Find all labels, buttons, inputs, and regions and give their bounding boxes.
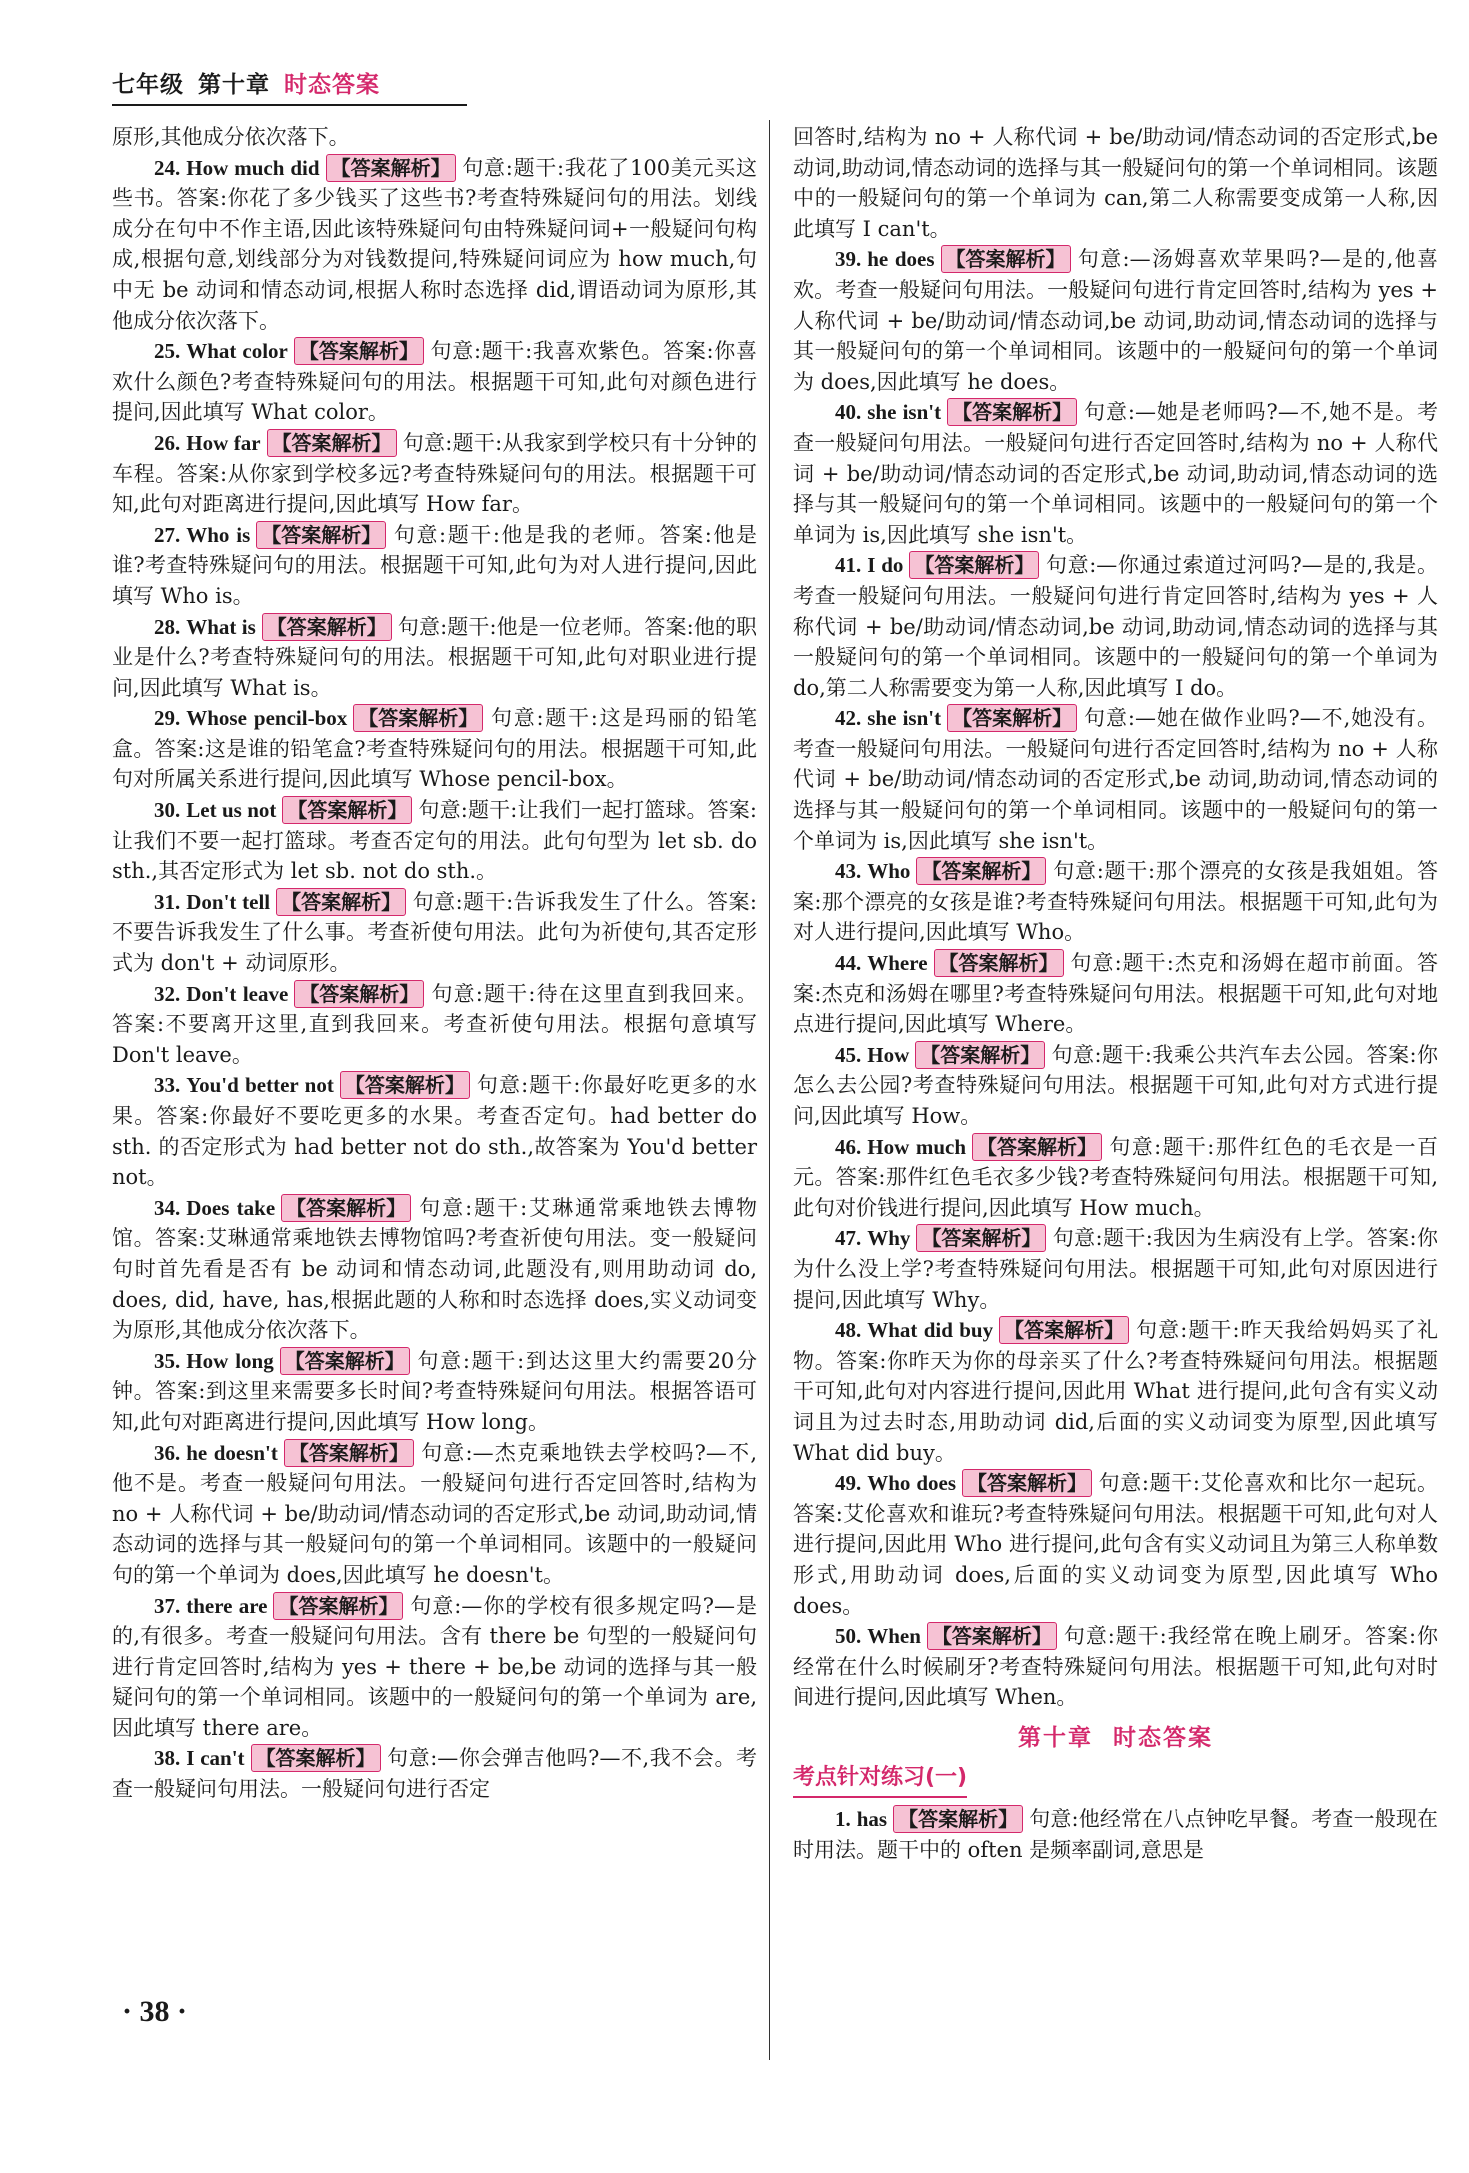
answer-item — [112, 520, 757, 612]
answer-analysis-tag: 【答案解析】 — [284, 1439, 414, 1467]
item-number: 37. — [154, 1593, 181, 1618]
chapter-heading — [793, 1723, 1438, 1754]
answer-item — [112, 887, 757, 979]
answer-item — [112, 795, 757, 887]
item-explanation: 句意:题干:我喜欢紫色。答案:你喜欢什么颜色?考查特殊疑问句的用法。根据题干可知,此句对颜色进行提问,因此填写 What color。 — [112, 339, 757, 425]
answer-analysis-tag: 【答案解析】 — [934, 949, 1064, 977]
answer-item — [793, 397, 1438, 550]
item-explanation: 句意:—杰克乘地铁去学校吗?—不,他不是。考查一般疑问句用法。一般疑问句进行否定回答时,结构为 no + 人称代词 + be/助动词/情态动词的否定形式,be 动词,助动词,情态动词的选择与其一般疑问句的第一个单词相同。该题中的一般疑问句的第一个单词为 does,因此填写 he doesn't。 — [112, 1440, 757, 1587]
chapter-heading-name: 第十章 — [1018, 1724, 1093, 1751]
item-answer: he doesn't — [186, 1440, 278, 1465]
answer-analysis-tag: 【答案解析】 — [947, 398, 1077, 426]
answer-item — [112, 336, 757, 428]
answer-item — [112, 703, 757, 795]
item-explanation: 句意:题干:艾伦喜欢和比尔一起玩。答案:艾伦喜欢和谁玩?考查特殊疑问句用法。根据题干可知,此句对人进行提问,因此用 Who 进行提问,此句含有实义动词且为第三人称单数形式,用助动词 does,后面的实义动词变为原型,因此填写 Who does。 — [793, 1471, 1438, 1618]
answer-analysis-tag: 【答案解析】 — [927, 1622, 1057, 1650]
item-answer: When — [867, 1624, 921, 1649]
item-answer: How long — [186, 1348, 274, 1373]
answer-item — [112, 612, 757, 704]
item-answer: Who is — [186, 522, 251, 547]
item-explanation: 句意:—你的学校有很多规定吗?—是的,有很多。考查一般疑问句用法。含有 there be 句型的一般疑问句进行肯定回答时,结构为 yes + there + be,be 动词的选择与其一般疑问句的第一个单词相同。该题中的一般疑问句的第一个单词为 are,因此填写 there are。 — [112, 1593, 757, 1740]
answer-analysis-tag: 【答案解析】 — [353, 704, 483, 732]
item-answer: Let us not — [186, 798, 277, 823]
answer-item — [112, 428, 757, 520]
item-answer: there are — [186, 1593, 268, 1618]
answer-analysis-tag: 【答案解析】 — [893, 1805, 1023, 1833]
item-explanation: 回答时,结构为 no + 人称代词 + be/助动词/情态动词的否定形式,be 动词,助动词,情态动词的选择与其一般疑问句的第一个单词相同。该题中的一般疑问句的第一个单词为 can,第二人称需要变成第一人称,因此填写 I can't。 — [793, 125, 1438, 241]
header-chapter: 第十章 — [198, 72, 270, 98]
item-answer: I do — [867, 553, 904, 578]
item-explanation: 原形,其他成分依次落下。 — [112, 125, 350, 149]
chapter-heading-title: 时态答案 — [1113, 1724, 1213, 1751]
item-explanation: 句意:题干:杰克和汤姆在超市前面。答案:杰克和汤姆在哪里?考查特殊疑问句用法。根据题干可知,此句对地点进行提问,因此填写 Where。 — [793, 951, 1438, 1037]
item-number: 31. — [154, 889, 181, 914]
item-explanation: 句意:题干:我因为生病没有上学。答案:你为什么没上学?考查特殊疑问句用法。根据题干可知,此句对原因进行提问,因此填写 Why。 — [793, 1226, 1438, 1312]
item-answer: Don't tell — [186, 889, 271, 914]
answer-analysis-tag: 【答案解析】 — [294, 980, 424, 1008]
item-number: 29. — [154, 706, 181, 731]
answer-analysis-tag: 【答案解析】 — [267, 429, 397, 457]
item-explanation: 句意:题干:那件红色的毛衣是一百元。答案:那件红色毛衣多少钱?考查特殊疑问句用法。根据题干可知,此句对价钱进行提问,因此填写 How much。 — [793, 1134, 1438, 1220]
item-answer: How — [867, 1042, 910, 1067]
item-explanation: 句意:题干:我乘公共汽车去公园。答案:你怎么去公园?考查特殊疑问句用法。根据题干可知,此句对方式进行提问,因此填写 How。 — [793, 1042, 1438, 1128]
item-number: 34. — [154, 1195, 181, 1220]
item-answer: I can't — [186, 1746, 245, 1771]
item-answer: Does take — [186, 1195, 276, 1220]
answer-analysis-tag: 【答案解析】 — [916, 857, 1046, 885]
header-subtitle: 时态答案 — [284, 72, 380, 98]
item-answer: Who — [867, 859, 911, 884]
item-number: 25. — [154, 339, 181, 364]
item-explanation: 句意:—你通过索道过河吗?—是的,我是。考查一般疑问句用法。一般疑问句进行肯定回答时,结构为 yes + 人称代词 + be/助动词/情态动词,be 动词,助动词,情态动词的选择与其一般疑问句的第一个单词相同。该题中的一般疑问句的第一个单词为 do,第二人称需要变为第一人称,因此填写 I do。 — [793, 553, 1438, 700]
answer-analysis-tag: 【答案解析】 — [262, 613, 392, 641]
item-answer: What did buy — [867, 1318, 994, 1343]
item-number: 39. — [835, 247, 862, 272]
item-number: 30. — [154, 798, 181, 823]
item-number: 42. — [835, 706, 862, 731]
item-number: 26. — [154, 430, 181, 455]
answer-item — [112, 153, 757, 337]
item-answer: Whose pencil-box — [186, 706, 348, 731]
item-explanation: 句意:—汤姆喜欢苹果吗?—是的,他喜欢。考查一般疑问句用法。一般疑问句进行肯定回答时,结构为 yes + 人称代词 + be/助动词/情态动词,be 动词,助动词,情态动词的选择与其一般疑问句的第一个单词相同。该题中的一般疑问句的第一个单词为 does,因此填写 he does。 — [793, 247, 1438, 394]
answer-analysis-tag: 【答案解析】 — [326, 154, 456, 182]
item-answer: Who does — [867, 1471, 956, 1496]
item-explanation: 句意:题干:让我们一起打篮球。答案:让我们不要一起打篮球。考查否定句的用法。此句句型为 let sb. do sth.,其否定形式为 let sb. not do sth.。 — [112, 798, 757, 884]
answer-analysis-tag: 【答案解析】 — [256, 521, 386, 549]
header-grade: 七年级 — [112, 72, 184, 98]
item-answer: he does — [867, 247, 935, 272]
item-number: 43. — [835, 859, 862, 884]
page-number: · 38 · — [122, 1995, 188, 2028]
answer-analysis-tag: 【答案解析】 — [276, 888, 406, 916]
answer-item — [793, 703, 1438, 856]
item-number: 44. — [835, 951, 862, 976]
item-number: 38. — [154, 1746, 181, 1771]
answer-item — [793, 948, 1438, 1040]
answer-analysis-tag: 【答案解析】 — [947, 704, 1077, 732]
item-explanation: 句意:题干:他是一位老师。答案:他的职业是什么?考查特殊疑问句的用法。根据题干可知,此句对职业进行提问,因此填写 What is。 — [112, 614, 757, 700]
item-answer: How far — [186, 430, 261, 455]
item-number: 41. — [835, 553, 862, 578]
answer-item — [793, 1315, 1438, 1468]
item-explanation: 句意:题干:从我家到学校只有十分钟的车程。答案:从你家到学校多远?考查特殊疑问句的用法。根据题干可知,此句对距离进行提问,因此填写 How far。 — [112, 430, 757, 517]
answer-item — [112, 1346, 757, 1438]
item-number: 33. — [154, 1073, 181, 1098]
item-explanation: 句意:题干:我花了100美元买这些书。答案:你花了多少钱买了这些书?考查特殊疑问句的用法。划线成分在句中不作主语,因此该特殊疑问句由特殊疑问词+一般疑问句构成,根据句意,划线部分为对钱数提问,特殊疑问词应为 how much,句中无 be 动词和情态动词,根据人称时态选择 did,谓语动词为原形,其他成分依次落下。 — [112, 155, 757, 333]
item-answer: she isn't — [867, 706, 942, 731]
item-number: 32. — [154, 981, 181, 1006]
item-number: 27. — [154, 522, 181, 547]
item-explanation: 句意:题干:告诉我发生了什么。答案:不要告诉我发生了什么事。考查祈使句用法。此句为祈使句,其否定形式为 don't + 动词原形。 — [112, 889, 757, 976]
answer-item-last — [793, 1804, 1438, 1865]
left-column — [112, 122, 757, 1805]
answer-item — [793, 1132, 1438, 1224]
item-explanation: 句意:—她在做作业吗?—不,她没有。考查一般疑问句用法。一般疑问句进行否定回答时,结构为 no + 人称代词 + be/助动词/情态动词的否定形式,be 动词,助动词,情态动词的选择与其一般疑问句的第一个单词相同。该题中的一般疑问句的第一个单词为 is,因此填写 she isn't。 — [793, 706, 1439, 853]
item-answer: What is — [186, 614, 256, 639]
answer-analysis-tag: 【答案解析】 — [294, 337, 424, 365]
item-number: 28. — [154, 614, 181, 639]
answer-analysis-tag: 【答案解析】 — [340, 1071, 470, 1099]
answer-analysis-tag: 【答案解析】 — [273, 1592, 403, 1620]
item-explanation: 句意:题干:到达这里大约需要20分钟。答案:到这里来需要多长时间?考查特殊疑问句用法。根据答语可知,此句对距离进行提问,因此填写 How long。 — [112, 1348, 758, 1434]
answer-analysis-tag: 【答案解析】 — [282, 796, 412, 824]
answer-analysis-tag: 【答案解析】 — [941, 245, 1071, 273]
item-number: 35. — [154, 1348, 181, 1373]
item-explanation: 句意:—你会弹吉他吗?—不,我不会。考查一般疑问句用法。一般疑问句进行否定 — [112, 1746, 758, 1802]
item-answer: has — [856, 1807, 888, 1832]
item-answer: What color — [186, 339, 288, 364]
item-answer: You'd better not — [186, 1073, 334, 1098]
right-column — [793, 122, 1438, 1865]
item-number: 1. — [835, 1807, 851, 1832]
item-explanation: 句意:题干:我经常在晚上刷牙。答案:你经常在什么时候刷牙?考查特殊疑问句用法。根据题干可知,此句对时间进行提问,因此填写 When。 — [793, 1624, 1438, 1710]
answer-analysis-tag: 【答案解析】 — [915, 1041, 1045, 1069]
answer-analysis-tag: 【答案解析】 — [962, 1469, 1092, 1497]
item-explanation: 句意:题干:你最好吃更多的水果。答案:你最好不要吃更多的水果。考查否定句。had better do sth. 的否定形式为 had better not do sth.,故答案为 You'd better not。 — [112, 1073, 758, 1190]
answer-analysis-tag: 【答案解析】 — [251, 1744, 381, 1772]
column-divider — [769, 120, 770, 2060]
item-number: 50. — [835, 1624, 862, 1649]
answer-item — [793, 122, 1438, 244]
answer-analysis-tag: 【答案解析】 — [999, 1316, 1129, 1344]
item-number: 45. — [835, 1042, 862, 1067]
answer-item — [112, 1193, 757, 1346]
item-number: 49. — [835, 1471, 862, 1496]
item-number: 46. — [835, 1134, 862, 1159]
item-number: 24. — [154, 155, 181, 180]
page-header — [112, 66, 467, 106]
answer-item — [793, 244, 1438, 397]
item-number: 40. — [835, 400, 862, 425]
item-explanation: 句意:题干:昨天我给妈妈买了礼物。答案:你昨天为你的母亲买了什么?考查特殊疑问句用法。根据题干可知,此句对内容进行提问,因此用 What 进行提问,此句含有实义动词且为过去时态,用助动词 did,后面的实义动词变为原型,因此填写 What did buy。 — [793, 1318, 1438, 1465]
answer-item — [112, 1070, 757, 1192]
answer-analysis-tag: 【答案解析】 — [909, 551, 1039, 579]
item-answer: Where — [867, 951, 928, 976]
answer-item — [112, 1591, 757, 1744]
answer-item — [793, 1468, 1438, 1621]
answer-item — [793, 550, 1438, 703]
item-answer: Why — [867, 1226, 911, 1251]
item-explanation: 句意:题干:那个漂亮的女孩是我姐姐。答案:那个漂亮的女孩是谁?考查特殊疑问句用法。根据题干可知,此句为对人进行提问,因此填写 Who。 — [793, 859, 1438, 945]
answer-item — [793, 1040, 1438, 1132]
item-explanation: 句意:题干:艾琳通常乘地铁去博物馆。答案:艾琳通常乘地铁去博物馆吗?考查祈使句用法。变一般疑问句时首先看是否有 be 动词和情态动词,此题没有,则用助动词 do, does, did, have, has,根据此题的人称和时态选择 does,实义动词变为原形,其他成分依次落下。 — [112, 1195, 757, 1343]
item-answer: How much — [867, 1134, 967, 1159]
answer-item — [793, 1621, 1438, 1713]
answer-item — [112, 1438, 757, 1591]
item-explanation: 句意:题干:待在这里直到我回来。答案:不要离开这里,直到我回来。考查祈使句用法。根据句意填写 Don't leave。 — [112, 981, 757, 1067]
answer-item — [793, 1223, 1438, 1315]
answer-item — [112, 979, 757, 1071]
item-explanation: 句意:题干:他是我的老师。答案:他是谁?考查特殊疑问句的用法。根据题干可知,此句为对人进行提问,因此填写 Who is。 — [112, 522, 758, 608]
answer-analysis-tag: 【答案解析】 — [916, 1224, 1046, 1252]
section-heading: 考点针对练习(一) — [793, 1763, 967, 1798]
answer-item — [112, 1743, 757, 1804]
answer-item — [112, 122, 757, 153]
answer-analysis-tag: 【答案解析】 — [281, 1194, 411, 1222]
item-answer: she isn't — [867, 400, 942, 425]
item-explanation: 句意:—她是老师吗?—不,她不是。考查一般疑问句用法。一般疑问句进行否定回答时,结构为 no + 人称代词 + be/助动词/情态动词的否定形式,be 动词,助动词,情态动词的选择与其一般疑问句的第一个单词相同。该题中的一般疑问句的第一个单词为 is,因此填写 she isn't。 — [793, 400, 1439, 547]
answer-analysis-tag: 【答案解析】 — [972, 1133, 1102, 1161]
item-number: 47. — [835, 1226, 862, 1251]
item-number: 36. — [154, 1440, 181, 1465]
item-answer: How much did — [186, 155, 320, 180]
answer-analysis-tag: 【答案解析】 — [280, 1347, 410, 1375]
item-explanation: 句意:题干:这是玛丽的铅笔盒。答案:这是谁的铅笔盒?考查特殊疑问句的用法。根据题干可知,此句对所属关系进行提问,因此填写 Whose pencil-box。 — [112, 706, 758, 792]
item-explanation: 句意:他经常在八点钟吃早餐。考查一般现在时用法。题干中的 often 是频率副词,意思是 — [793, 1807, 1438, 1862]
item-answer: Don't leave — [186, 981, 289, 1006]
item-number: 48. — [835, 1318, 862, 1343]
answer-item — [793, 856, 1438, 948]
